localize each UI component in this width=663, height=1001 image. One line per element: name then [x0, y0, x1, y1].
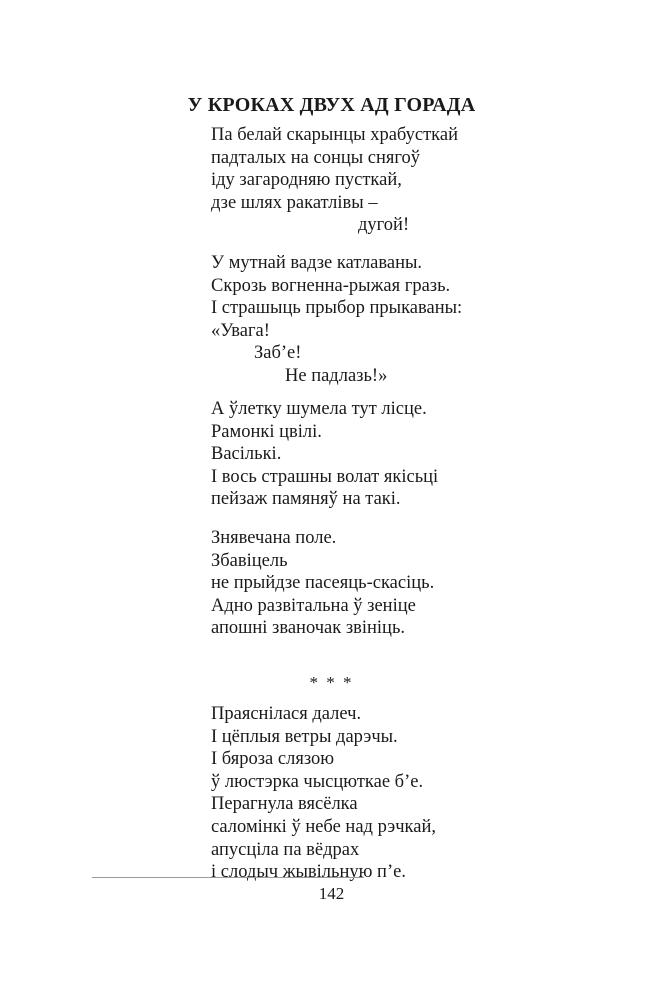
poem-line: пейзаж памяняў на такі. [211, 489, 401, 510]
footnote-divider [92, 877, 364, 878]
poem-line: Па белай скарынцы храбусткай [211, 125, 458, 145]
poem-line: І вось страшны волат якісьці [211, 466, 439, 487]
poem-line: Рамонкі цвілі. [211, 421, 322, 442]
poem-line: іду загародняю пусткай, [211, 170, 402, 191]
poem-line: У мутнай вадзе катлаваны. [211, 253, 423, 273]
poem-line: не прыйдзе пасеяць-скасіць. [211, 573, 435, 594]
poem-line: Знявечана поле. [211, 528, 337, 548]
poem-line: Заб’е! [254, 343, 302, 364]
poem-line: дугой! [358, 215, 410, 236]
poem-line: І страшыць прыбор прыкаваны: [211, 298, 463, 319]
page-number: 142 [318, 884, 345, 903]
stanza-2 [211, 252, 462, 388]
poem-title: У КРОКАХ ДВУХ АД ГОРАДА [187, 94, 476, 116]
poem-line: «Увага! [211, 320, 270, 341]
poem-line: і слодыч жывільную п’е. [211, 862, 406, 883]
poem-line: Збавіцель [211, 550, 288, 571]
poem-line: саломінкі ў небе над рэчкай, [211, 816, 436, 837]
poem-line: падталых на сонцы снягоў [211, 147, 421, 168]
poem-line: Перагнула вясёлка [211, 794, 358, 815]
poem-line: Праяснілася далеч. [211, 704, 362, 724]
poem-line: апусціла па вёдрах [211, 839, 360, 860]
poem-line: Скрозь вогненна-рыжая гразь. [211, 275, 451, 296]
poem-line: Не падлазь!» [285, 365, 388, 386]
poem-line: І бяроза слязою [211, 749, 335, 770]
stanza-3 [211, 398, 438, 511]
stanza-1 [211, 124, 458, 237]
poem-line: І цёплыя ветры дарэчы. [211, 726, 398, 747]
poem-line: дзе шлях ракатлівы – [211, 192, 378, 213]
poem-line: ў люстэрка чысцюткае б’е. [211, 771, 424, 792]
second-poem [211, 703, 436, 884]
poem-line: Адно развітальна ў зеніце [211, 595, 416, 616]
poem-line: апошні званочак звініць. [211, 618, 406, 639]
poem-line: Васількі. [211, 444, 282, 465]
poem-line: А ўлетку шумела тут лісце. [211, 399, 427, 419]
stanza-4 [211, 527, 434, 640]
section-separator: * * * [309, 673, 354, 692]
